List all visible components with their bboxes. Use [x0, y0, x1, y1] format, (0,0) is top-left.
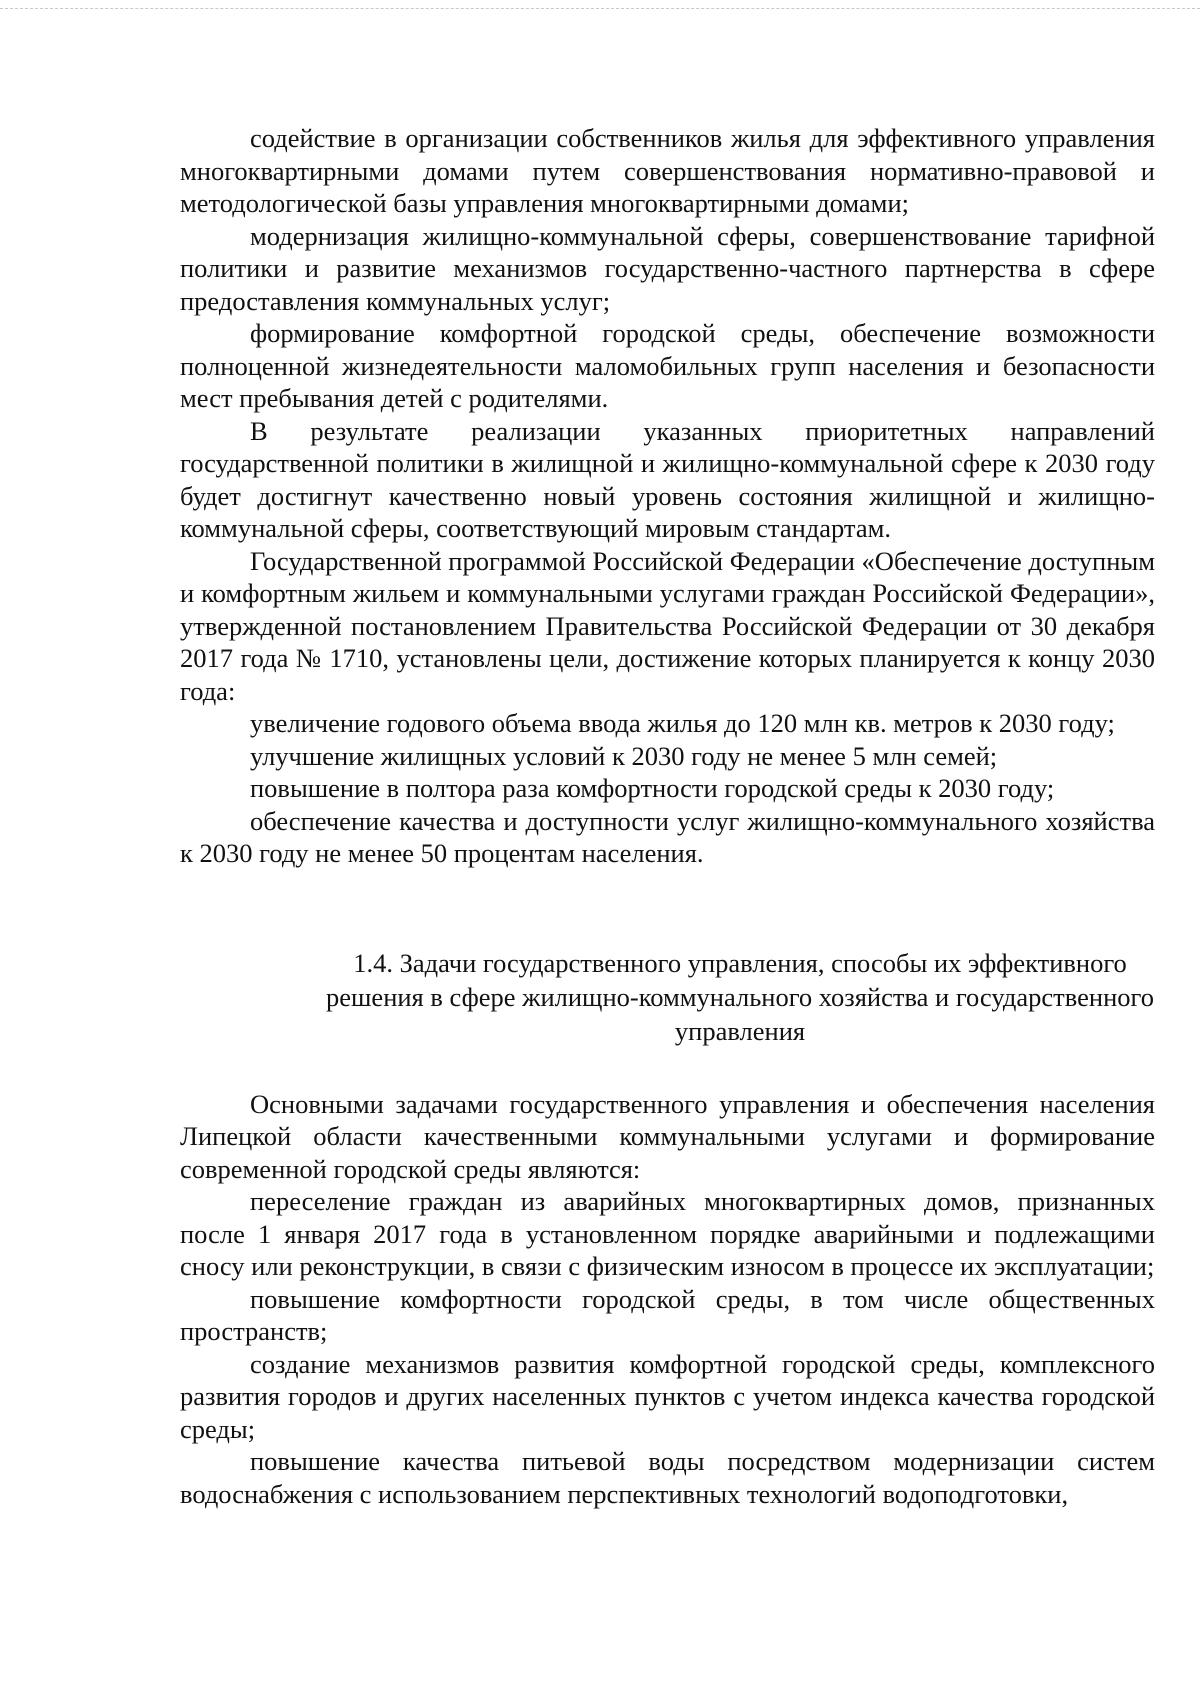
- section-heading: 1.4. Задачи государственного управления, способы их эффективного решения в сфере жилищно-коммунального хозяйства и государственного управления: [326, 947, 1154, 1046]
- paragraph-main-tasks: Основными задачами государственного управления и обеспечения населения Липецкой области качественными коммунальными услугами и формирование современной городской среды являются:: [180, 1088, 1155, 1184]
- paragraph-cooperation: содействие в организации собственников жилья для эффективного управления многоквартирными домами путем совершенствования нормативно-правовой и методологической базы управления многоквартирными домами;: [180, 123, 1155, 218]
- paragraph-housing-volume: увеличение годового объема ввода жилья до 120 млн кв. метров к 2030 году;: [250, 708, 1115, 738]
- paragraph-resettlement: переселение граждан из аварийных многоквартирных домов, признанных после 1 января 2017 года в установленном порядке аварийными и подлежащими сносу или реконструкции, в связи с физическим износом в процессе их эксплуатации;: [180, 1186, 1155, 1281]
- scan-edge-line: [0, 8, 1200, 9]
- paragraph-urban-environment: формирование комфортной городской среды, обеспечение возможности полноценной жизнедеятельности маломобильных групп населения и безопасности мест пребывания детей с родителями.: [180, 318, 1155, 413]
- paragraph-mechanisms: создание механизмов развития комфортной городской среды, комплексного развития городов и других населенных пунктов с учетом индекса качества городской среды;: [180, 1348, 1155, 1444]
- paragraph-comfort: повышение в полтора раза комфортности городской среды к 2030 году;: [250, 773, 1055, 803]
- document-body: [180, 122, 1155, 1510]
- paragraph-result: В результате реализации указанных приоритетных направлений государственной политики в жилищной и жилищно-коммунальной сфере к 2030 году будет достигнут качественно новый уровень состояния жилищной и жилищно-коммунальной сферы, соответствующий мировым стандартам.: [180, 415, 1155, 543]
- paragraph-state-program: Государственной программой Российской Федерации «Обеспечение доступным и комфортным жильем и коммунальными услугами граждан Российской Федерации», утвержденной постановлением Правительства Российской Федерации от 30 декабря 2017 года № 1710, установлены цели, достижение которых планируется к концу 2030 года:: [180, 545, 1155, 706]
- paragraph-public-spaces: повышение комфортности городской среды, в том числе общественных пространств;: [180, 1283, 1155, 1346]
- paragraph-water-quality: повышение качества питьевой воды посредством модернизации систем водоснабжения с использованием перспективных технологий водоподготовки,: [180, 1446, 1155, 1509]
- paragraph-modernization: модернизация жилищно-коммунальной сферы, совершенствование тарифной политики и развитие механизмов государственно-частного партнерства в сфере предоставления коммунальных услуг;: [180, 220, 1155, 316]
- paragraph-living-conditions: улучшение жилищных условий к 2030 году не менее 5 млн семей;: [250, 740, 998, 771]
- paragraph-utility-quality: обеспечение качества и доступности услуг жилищно-коммунального хозяйства к 2030 году не менее 50 процентам населения.: [180, 805, 1155, 868]
